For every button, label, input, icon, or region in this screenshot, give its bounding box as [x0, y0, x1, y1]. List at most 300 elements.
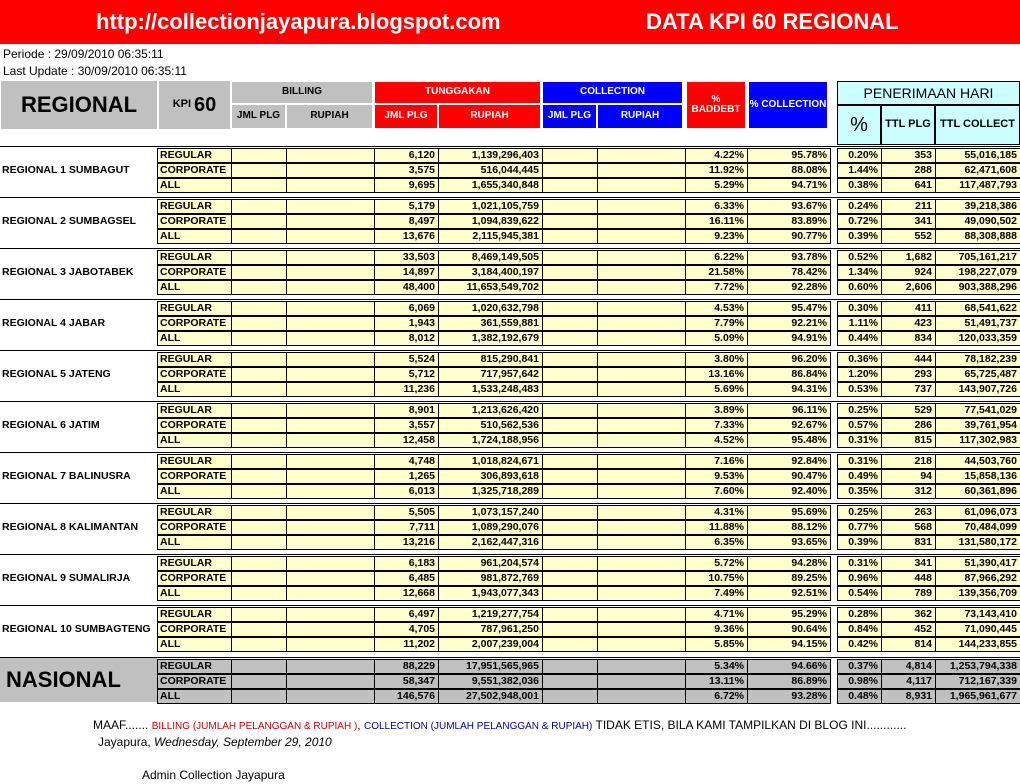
baddebt-cell: 4.71% [685, 607, 748, 622]
penerimaan-pct-cell: 1.34% [837, 265, 882, 280]
collection-jml-cell [542, 148, 598, 163]
collection-jml-cell [542, 659, 598, 674]
segment-cell: REGULAR [157, 607, 232, 622]
ttl-plg-cell: 286 [881, 418, 936, 433]
collection-rupiah-cell [597, 199, 686, 214]
penerimaan-pct-cell: 0.31% [837, 454, 882, 469]
billing-jml-cell [231, 622, 287, 637]
tunggakan-jml-cell: 4,748 [374, 454, 439, 469]
ttl-collect-cell: 131,580,172 [935, 535, 1020, 550]
segment-cell: REGULAR [157, 556, 232, 571]
ttl-plg-cell: 4,117 [881, 674, 936, 689]
penerimaan-pct-cell: 0.54% [837, 586, 882, 601]
collection-pct-cell: 92.51% [747, 586, 831, 601]
penerimaan-pct-cell: 0.35% [837, 484, 882, 499]
collection-jml-cell [542, 199, 598, 214]
collection-pct-cell: 96.11% [747, 403, 831, 418]
region-name: REGIONAL 10 SUMBAGTENG [2, 623, 151, 635]
segment-cell: CORPORATE [157, 418, 232, 433]
tunggakan-jml-cell: 3,557 [374, 418, 439, 433]
ttl-plg-cell: 834 [881, 331, 936, 346]
table-row [157, 454, 1020, 469]
collection-jml-cell [542, 586, 598, 601]
ttl-plg-cell: 8,931 [881, 689, 936, 704]
collection-jml-cell [542, 469, 598, 484]
tunggakan-rupiah-cell: 2,162,447,316 [438, 535, 543, 550]
baddebt-cell: 5.29% [685, 178, 748, 193]
tunggakan-rupiah-cell: 2,115,945,381 [438, 229, 543, 244]
region-block [0, 197, 1020, 245]
collection-jml-cell [542, 454, 598, 469]
billing-rupiah-cell [286, 214, 375, 229]
tunggakan-jml-cell: 1,943 [374, 316, 439, 331]
billing-rupiah-cell [286, 352, 375, 367]
tunggakan-jml-cell: 6,183 [374, 556, 439, 571]
penerimaan-pct-cell: 0.42% [837, 637, 882, 652]
collection-jml-cell [542, 280, 598, 295]
tunggakan-rupiah-cell: 27,502,948,001 [438, 689, 543, 704]
tunggakan-jml-cell: 9,695 [374, 178, 439, 193]
billing-rupiah-cell [286, 622, 375, 637]
segment-cell: CORPORATE [157, 163, 232, 178]
region-block [0, 299, 1020, 347]
penerimaan-pct-cell: 0.31% [837, 556, 882, 571]
billing-jml-cell [231, 178, 287, 193]
date-line [98, 735, 332, 749]
baddebt-cell: 3.89% [685, 403, 748, 418]
billing-rupiah-cell [286, 418, 375, 433]
ttl-collect-cell: 144,233,855 [935, 637, 1020, 652]
region-block [0, 452, 1020, 500]
collection-rupiah-cell [597, 433, 686, 448]
baddebt-cell: 11.92% [685, 163, 748, 178]
tunggakan-jml-cell: 3,575 [374, 163, 439, 178]
nasional-name: NASIONAL [0, 658, 157, 702]
segment-cell: REGULAR [157, 403, 232, 418]
collection-jml-cell [542, 301, 598, 316]
ttl-collect-cell: 62,471,608 [935, 163, 1020, 178]
tunggakan-rupiah-cell: 1,073,157,240 [438, 505, 543, 520]
kpi-label: KPI [172, 98, 192, 111]
segment-cell: CORPORATE [157, 265, 232, 280]
segment-cell: CORPORATE [157, 571, 232, 586]
region-block [0, 401, 1020, 449]
table-row [157, 214, 1020, 229]
billing-rupiah-cell [286, 163, 375, 178]
billing-rupiah-cell [286, 367, 375, 382]
penerimaan-pct-cell: 0.60% [837, 280, 882, 295]
penerimaan-pct-cell: 0.49% [837, 469, 882, 484]
tunggakan-rupiah-cell: 1,020,632,798 [438, 301, 543, 316]
collection-pct-cell: 86.84% [747, 367, 831, 382]
tunggakan-jml-cell: 12,668 [374, 586, 439, 601]
segment-cell: CORPORATE [157, 214, 232, 229]
tunggakan-rupiah-cell: 787,961,250 [438, 622, 543, 637]
collection-pct-cell: 95.69% [747, 505, 831, 520]
baddebt-cell: 6.35% [685, 535, 748, 550]
collection-jml-cell [542, 352, 598, 367]
collection-pct-cell: 92.84% [747, 454, 831, 469]
billing-rupiah-cell [286, 250, 375, 265]
collection-jml-cell [542, 622, 598, 637]
baddebt-cell: 4.52% [685, 433, 748, 448]
table-row [157, 418, 1020, 433]
collection-jml-cell [542, 571, 598, 586]
baddebt-cell: 10.75% [685, 571, 748, 586]
collection-rupiah-cell [597, 674, 686, 689]
collection-jml-cell [542, 382, 598, 397]
billing-jml-cell [231, 571, 287, 586]
billing-rupiah-cell [286, 178, 375, 193]
penerimaan-pct-cell: 1.44% [837, 163, 882, 178]
ttl-plg-cell: 218 [881, 454, 936, 469]
penerimaan-pct-cell: 0.31% [837, 433, 882, 448]
region-block [0, 554, 1020, 602]
collection-jml-cell [542, 316, 598, 331]
baddebt-cell: 7.79% [685, 316, 748, 331]
collection-pct-cell: 95.47% [747, 301, 831, 316]
billing-jml-cell [231, 469, 287, 484]
ttl-collect-cell: 55,016,185 [935, 148, 1020, 163]
ttl-plg-cell: 288 [881, 163, 936, 178]
tunggakan-rupiah-cell: 1,655,340,848 [438, 178, 543, 193]
billing-jml-cell [231, 229, 287, 244]
tunggakan-rupiah-cell: 1,213,626,420 [438, 403, 543, 418]
billing-jml-cell [231, 520, 287, 535]
billing-jml-cell [231, 301, 287, 316]
tunggakan-rupiah-cell: 1,533,248,483 [438, 382, 543, 397]
nasional-block [0, 657, 1020, 702]
segment-cell: ALL [157, 433, 232, 448]
maaf-text: MAAF....... [93, 718, 149, 732]
ttl-plg-cell: 411 [881, 301, 936, 316]
tunggakan-rupiah-cell: 1,094,839,622 [438, 214, 543, 229]
collection-jml-cell [542, 214, 598, 229]
tunggakan-rupiah-header: RUPIAH [438, 104, 541, 129]
region-name: REGIONAL 6 JATIM [2, 419, 100, 431]
billing-jml-plg-header: JML PLG [231, 104, 286, 129]
billing-jml-cell [231, 659, 287, 674]
table-row [157, 403, 1020, 418]
baddebt-cell: 13.16% [685, 367, 748, 382]
table-row [157, 382, 1020, 397]
tunggakan-jml-cell: 12,458 [374, 433, 439, 448]
collection-rupiah-cell [597, 214, 686, 229]
billing-rupiah-cell [286, 505, 375, 520]
footer-note [93, 718, 906, 732]
tunggakan-jml-cell: 8,497 [374, 214, 439, 229]
collection-jml-cell [542, 433, 598, 448]
segment-cell: REGULAR [157, 199, 232, 214]
ttl-collect-cell: 198,227,079 [935, 265, 1020, 280]
collection-rupiah-cell [597, 556, 686, 571]
segment-cell: REGULAR [157, 352, 232, 367]
collection-rupiah-cell [597, 586, 686, 601]
billing-jml-cell [231, 367, 287, 382]
ttl-plg-cell: 293 [881, 367, 936, 382]
collection-pct-cell: 94.71% [747, 178, 831, 193]
tunggakan-rupiah-cell: 1,325,718,289 [438, 484, 543, 499]
billing-rupiah-cell [286, 520, 375, 535]
segment-cell: ALL [157, 484, 232, 499]
tunggakan-rupiah-cell: 8,469,149,505 [438, 250, 543, 265]
ttl-plg-cell: 211 [881, 199, 936, 214]
region-name: REGIONAL 7 BALINUSRA [2, 470, 131, 482]
billing-rupiah-cell [286, 535, 375, 550]
tunggakan-jml-cell: 6,069 [374, 301, 439, 316]
tunggakan-jml-cell: 5,179 [374, 199, 439, 214]
collection-pct-cell: 92.40% [747, 484, 831, 499]
segment-cell: ALL [157, 637, 232, 652]
collection-rupiah-cell [597, 301, 686, 316]
baddebt-cell: 6.33% [685, 199, 748, 214]
ttl-collect-cell: 87,966,292 [935, 571, 1020, 586]
ttl-plg-cell: 641 [881, 178, 936, 193]
collection-pct-cell: 88.08% [747, 163, 831, 178]
collection-rupiah-cell [597, 689, 686, 704]
place-text: Jayapura, [98, 735, 151, 749]
table-row [157, 520, 1020, 535]
baddebt-cell: 3.80% [685, 352, 748, 367]
billing-jml-cell [231, 280, 287, 295]
billing-rupiah-cell [286, 484, 375, 499]
penerimaan-pct-cell: 0.25% [837, 403, 882, 418]
table-row [157, 433, 1020, 448]
pct-baddebt-header: % BADDEBT [686, 81, 746, 129]
tunggakan-jml-cell: 1,265 [374, 469, 439, 484]
billing-rupiah-header: RUPIAH [286, 104, 373, 129]
segment-cell: ALL [157, 382, 232, 397]
tunggakan-rupiah-cell: 1,724,188,956 [438, 433, 543, 448]
collection-pct-cell: 83.89% [747, 214, 831, 229]
collection-rupiah-cell [597, 520, 686, 535]
table-row [157, 367, 1020, 382]
region-block [0, 146, 1020, 194]
tunggakan-rupiah-cell: 516,044,445 [438, 163, 543, 178]
tunggakan-jml-cell: 48,400 [374, 280, 439, 295]
table-row [157, 674, 1020, 689]
tunggakan-jml-cell: 14,897 [374, 265, 439, 280]
penerimaan-pct-cell: 0.96% [837, 571, 882, 586]
collection-rupiah-cell [597, 571, 686, 586]
ttl-collect-cell: 88,308,888 [935, 229, 1020, 244]
billing-rupiah-cell [286, 637, 375, 652]
collection-pct-cell: 96.20% [747, 352, 831, 367]
segment-cell: REGULAR [157, 659, 232, 674]
penerimaan-pct-header: % [837, 105, 881, 145]
billing-rupiah-cell [286, 316, 375, 331]
ttl-plg-cell: 4,814 [881, 659, 936, 674]
table-row [157, 163, 1020, 178]
penerimaan-pct-cell: 0.84% [837, 622, 882, 637]
region-name: REGIONAL 4 JABAR [2, 317, 106, 329]
region-block [0, 503, 1020, 551]
collection-jml-plg-header: JML PLG [542, 104, 597, 129]
collection-jml-cell [542, 418, 598, 433]
ttl-plg-cell: 924 [881, 265, 936, 280]
ttl-collect-cell: 117,487,793 [935, 178, 1020, 193]
billing-rupiah-cell [286, 403, 375, 418]
table-row [157, 229, 1020, 244]
tunggakan-jml-cell: 6,497 [374, 607, 439, 622]
ttl-collect-cell: 70,484,099 [935, 520, 1020, 535]
baddebt-cell: 7.16% [685, 454, 748, 469]
collection-rupiah-cell [597, 316, 686, 331]
tunggakan-rupiah-cell: 306,893,618 [438, 469, 543, 484]
region-name: REGIONAL 5 JATENG [2, 368, 111, 380]
baddebt-cell: 16.11% [685, 214, 748, 229]
ttl-collect-cell: 71,090,445 [935, 622, 1020, 637]
billing-jml-cell [231, 607, 287, 622]
collection-rupiah-cell [597, 535, 686, 550]
region-name: REGIONAL 1 SUMBAGUT [2, 164, 130, 176]
tunggakan-jml-cell: 6,120 [374, 148, 439, 163]
tunggakan-jml-cell: 58,347 [374, 674, 439, 689]
tunggakan-rupiah-cell: 717,957,642 [438, 367, 543, 382]
collection-pct-cell: 95.48% [747, 433, 831, 448]
tunggakan-jml-cell: 13,216 [374, 535, 439, 550]
billing-jml-cell [231, 418, 287, 433]
collection-pct-cell: 92.21% [747, 316, 831, 331]
segment-cell: ALL [157, 178, 232, 193]
billing-rupiah-cell [286, 382, 375, 397]
ttl-plg-cell: 362 [881, 607, 936, 622]
ttl-plg-cell: 552 [881, 229, 936, 244]
collection-pct-cell: 90.47% [747, 469, 831, 484]
collection-pct-cell: 93.78% [747, 250, 831, 265]
baddebt-cell: 9.36% [685, 622, 748, 637]
region-name: REGIONAL 3 JABOTABEK [2, 266, 134, 278]
ttl-collect-cell: 78,182,239 [935, 352, 1020, 367]
baddebt-cell: 7.60% [685, 484, 748, 499]
ttl-collect-cell: 1,253,794,338 [935, 659, 1020, 674]
ttl-collect-cell: 51,390,417 [935, 556, 1020, 571]
collection-pct-cell: 93.28% [747, 689, 831, 704]
segment-cell: REGULAR [157, 454, 232, 469]
table-row [157, 178, 1020, 193]
baddebt-cell: 5.09% [685, 331, 748, 346]
baddebt-cell: 7.72% [685, 280, 748, 295]
billing-jml-cell [231, 454, 287, 469]
billing-jml-cell [231, 674, 287, 689]
collection-rupiah-cell [597, 163, 686, 178]
table-row [157, 280, 1020, 295]
penerimaan-pct-cell: 0.77% [837, 520, 882, 535]
collection-rupiah-cell [597, 403, 686, 418]
billing-note: BILLING (JUMLAH PELANGGAN & RUPIAH ) [151, 721, 358, 732]
ttl-plg-cell: 2,606 [881, 280, 936, 295]
segment-cell: REGULAR [157, 148, 232, 163]
collection-pct-cell: 93.65% [747, 535, 831, 550]
baddebt-cell: 5.69% [685, 382, 748, 397]
segment-cell: CORPORATE [157, 622, 232, 637]
collection-rupiah-cell [597, 622, 686, 637]
ttl-collect-cell: 39,218,386 [935, 199, 1020, 214]
billing-jml-cell [231, 403, 287, 418]
ttl-plg-cell: 831 [881, 535, 936, 550]
collection-jml-cell [542, 674, 598, 689]
billing-jml-cell [231, 250, 287, 265]
billing-jml-cell [231, 689, 287, 704]
penerimaan-pct-cell: 0.30% [837, 301, 882, 316]
collection-rupiah-cell [597, 352, 686, 367]
last-update-text: Last Update : 30/09/2010 06:35:11 [3, 64, 187, 78]
tunggakan-jml-cell: 88,229 [374, 659, 439, 674]
penerimaan-pct-cell: 0.72% [837, 214, 882, 229]
collection-rupiah-cell [597, 229, 686, 244]
tunggakan-jml-cell: 5,712 [374, 367, 439, 382]
table-row [157, 659, 1020, 674]
ttl-plg-cell: 263 [881, 505, 936, 520]
table-row [157, 469, 1020, 484]
tunggakan-rupiah-cell: 1,089,290,076 [438, 520, 543, 535]
tunggakan-jml-cell: 7,711 [374, 520, 439, 535]
table-row [157, 622, 1020, 637]
collection-rupiah-cell [597, 250, 686, 265]
billing-rupiah-cell [286, 659, 375, 674]
tunggakan-rupiah-cell: 510,562,536 [438, 418, 543, 433]
billing-rupiah-cell [286, 331, 375, 346]
ttl-plg-cell: 1,682 [881, 250, 936, 265]
ttl-collect-cell: 117,302,983 [935, 433, 1020, 448]
billing-rupiah-cell [286, 607, 375, 622]
collection-pct-cell: 95.29% [747, 607, 831, 622]
collection-jml-cell [542, 484, 598, 499]
ttl-plg-cell: 452 [881, 622, 936, 637]
table-row [157, 331, 1020, 346]
billing-rupiah-cell [286, 689, 375, 704]
collection-pct-cell: 94.15% [747, 637, 831, 652]
tunggakan-rupiah-cell: 9,551,382,036 [438, 674, 543, 689]
segment-cell: REGULAR [157, 505, 232, 520]
ttl-plg-cell: 444 [881, 352, 936, 367]
penerimaan-ttl-plg-header: TTL PLG [881, 105, 935, 145]
tunggakan-jml-cell: 146,576 [374, 689, 439, 704]
table-row [157, 586, 1020, 601]
billing-rupiah-cell [286, 148, 375, 163]
collection-jml-cell [542, 607, 598, 622]
segment-cell: ALL [157, 229, 232, 244]
ttl-plg-cell: 341 [881, 214, 936, 229]
collection-pct-cell: 92.28% [747, 280, 831, 295]
collection-jml-cell [542, 637, 598, 652]
billing-rupiah-cell [286, 199, 375, 214]
ttl-plg-cell: 448 [881, 571, 936, 586]
blog-url[interactable]: http://collectionjayapura.blogspot.com [96, 9, 501, 34]
ttl-collect-cell: 705,161,217 [935, 250, 1020, 265]
collection-rupiah-cell [597, 265, 686, 280]
penerimaan-pct-cell: 0.57% [837, 418, 882, 433]
tunggakan-rupiah-cell: 815,290,841 [438, 352, 543, 367]
collection-rupiah-cell [597, 637, 686, 652]
billing-jml-cell [231, 199, 287, 214]
ttl-collect-cell: 51,491,737 [935, 316, 1020, 331]
penerimaan-pct-cell: 0.36% [837, 352, 882, 367]
collection-rupiah-cell [597, 148, 686, 163]
ttl-collect-cell: 73,143,410 [935, 607, 1020, 622]
table-row [157, 571, 1020, 586]
collection-rupiah-cell [597, 454, 686, 469]
tunggakan-jml-cell: 33,503 [374, 250, 439, 265]
penerimaan-pct-cell: 0.37% [837, 659, 882, 674]
baddebt-cell: 6.72% [685, 689, 748, 704]
date-text: Wednesday, September 29, 2010 [154, 735, 332, 749]
penerimaan-pct-cell: 1.11% [837, 316, 882, 331]
collection-jml-cell [542, 520, 598, 535]
baddebt-cell: 5.85% [685, 637, 748, 652]
regional-header: REGIONAL [1, 81, 157, 129]
table-row [157, 301, 1020, 316]
